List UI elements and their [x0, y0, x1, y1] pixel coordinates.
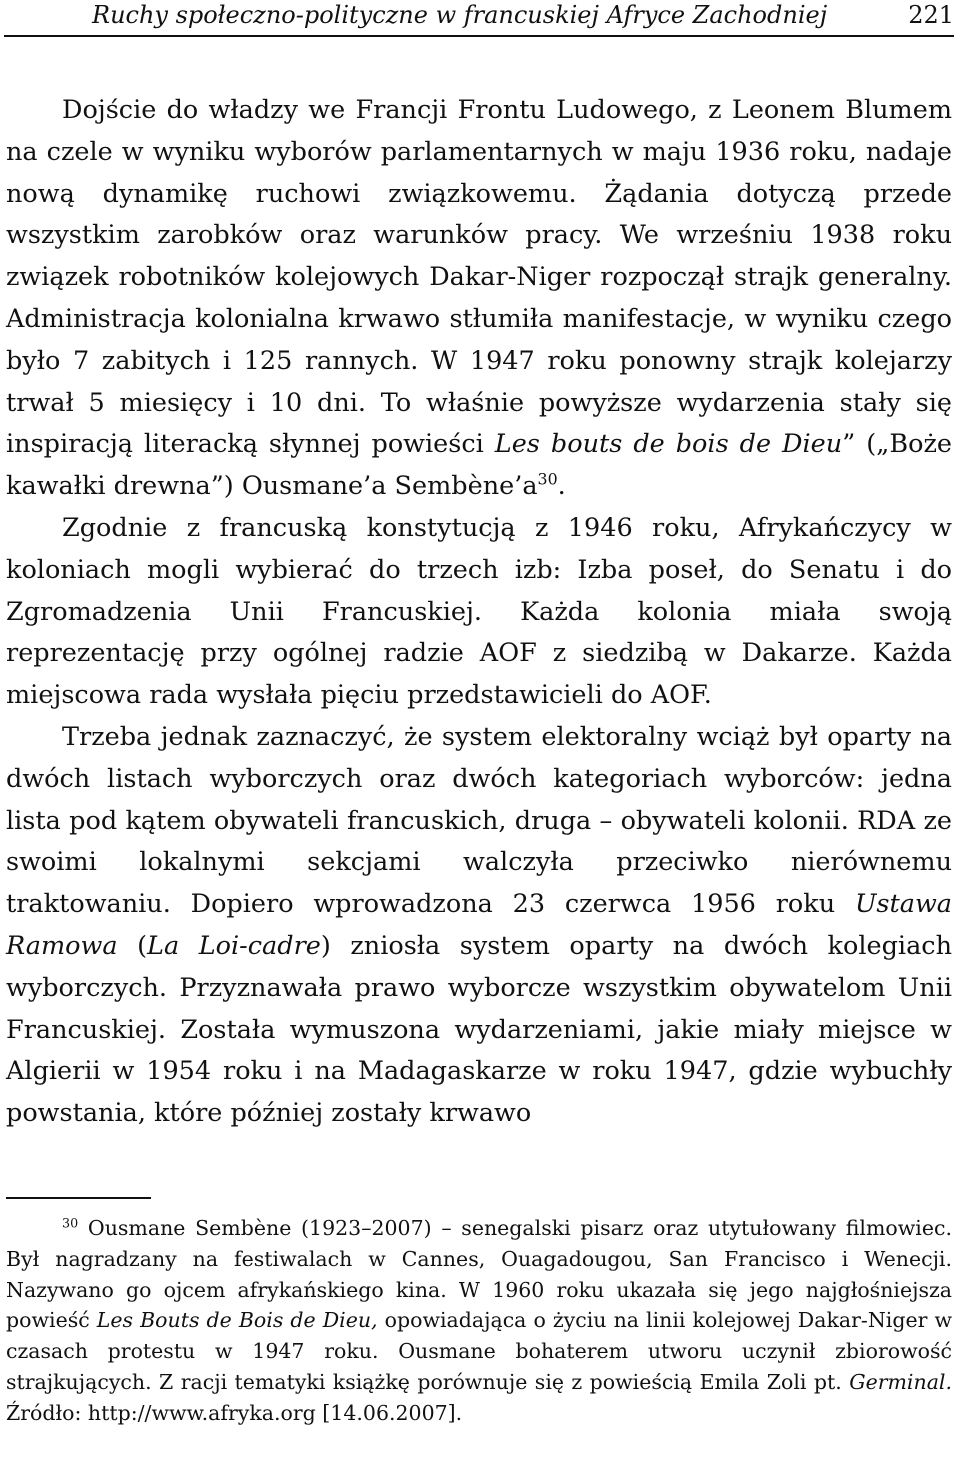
text-run: opowiadająca o życiu na linii kolejowej Dakar-Niger w czasach protestu w 1947 roku. Ousmane bohaterem utworu uczynił zbiorowość strajkujących. Z racji tematyki książkę porównuje się z powieścią Emila Zoli pt.	[6, 1308, 952, 1394]
italic-text: Les Bouts de Bois de Dieu,	[96, 1308, 378, 1333]
page-number: 221	[908, 1, 954, 29]
text-run: Źródło: http://www.afryka.org [14.06.2007].	[6, 1400, 463, 1425]
italic-text: Les bouts de bois de Dieu	[494, 429, 843, 460]
paragraph	[6, 90, 952, 508]
italic-text: Ustawa Ramowa	[6, 889, 952, 961]
footnote-text	[6, 1213, 952, 1429]
text-run: (	[117, 930, 148, 961]
text-run: ” („Boże kawałki drewna”) Ousmane’a Sembène’a	[6, 429, 952, 502]
text-run: Dojście do władzy we Francji Frontu Ludowego, z Leonem Blumem na czele w wyniku wyborów parlamentarnych w maju 1936 roku, nadaje nową dynamikę ruchowi związkowemu. Żądania dotyczą przede wszystkim zarobków oraz warunków pracy. We wrześniu 1938 roku związek robotników kolejowych Dakar-Niger rozpoczął strajk generalny. Administracja kolonialna krwawo stłumiła manifestacje, w wyniku czego było 7 zabitych i 125 rannych. W 1947 roku ponowny strajk kolejarzy trwał 5 miesięcy i 10 dni. To właśnie powyższe wydarzenia stały się inspiracją literacką słynnej powieści	[6, 95, 952, 460]
header-rule	[4, 35, 954, 37]
footnote-marker: 30	[62, 1215, 79, 1231]
running-title: Ruchy społeczno-polityczne w francuskiej Afryce Zachodniej	[92, 1, 828, 29]
text-run: Zgodnie z francuską konstytucją z 1946 roku, Afrykańczycy w koloniach mogli wybierać do trzech izb: Izba poseł, do Senatu i do Zgromadzenia Unii Francuskiej. Każda kolonia miała swoją reprezentację przy ogólnej radzie AOF z siedzibą w Dakarze. Każda miejscowa rada wysłała pięciu przedstawicieli do AOF.	[6, 512, 952, 711]
page-header	[4, 0, 954, 34]
footnote-marker: 30	[537, 469, 558, 489]
paragraph	[6, 508, 952, 717]
footnote-rule	[6, 1197, 151, 1199]
text-run: Ousmane Sembène (1923–2007) – senegalski pisarz oraz utytułowany filmowiec. Był nagradzany na festiwalach w Cannes, Ouagadougou, San Francisco i Wenecji. Nazywano go ojcem afrykańskiego kina. W 1960 roku ukazała się jego najgłośniejsza powieść	[6, 1216, 952, 1333]
text-run: .	[557, 471, 566, 502]
footnote	[6, 1213, 952, 1429]
italic-text: La Loi-cadre	[147, 930, 321, 961]
main-text	[6, 90, 952, 1135]
text-run: Trzeba jednak zaznaczyć, że system elektoralny wciąż był oparty na dwóch listach wyborczych oraz dwóch kategoriach wyborców: jedna lista pod kątem obywateli francuskich, druga – obywateli kolonii. RDA ze swoimi lokalnymi sekcjami walczyła przeciwko nierównemu traktowaniu. Dopiero wprowadzona 23 czerwca 1956 roku	[6, 721, 952, 920]
paragraph	[6, 717, 952, 1135]
text-run: ) zniosła system oparty na dwóch kolegiach wyborczych. Przyznawała prawo wyborcze wszystkim obywatelom Unii Francuskiej. Została wymuszona wydarzeniami, jakie miały miejsce w Algierii w 1954 roku i na Madagaskarze w roku 1947, gdzie wybuchły powstania, które później zostały krwawo	[6, 930, 952, 1129]
italic-text: Germinal.	[849, 1369, 952, 1394]
